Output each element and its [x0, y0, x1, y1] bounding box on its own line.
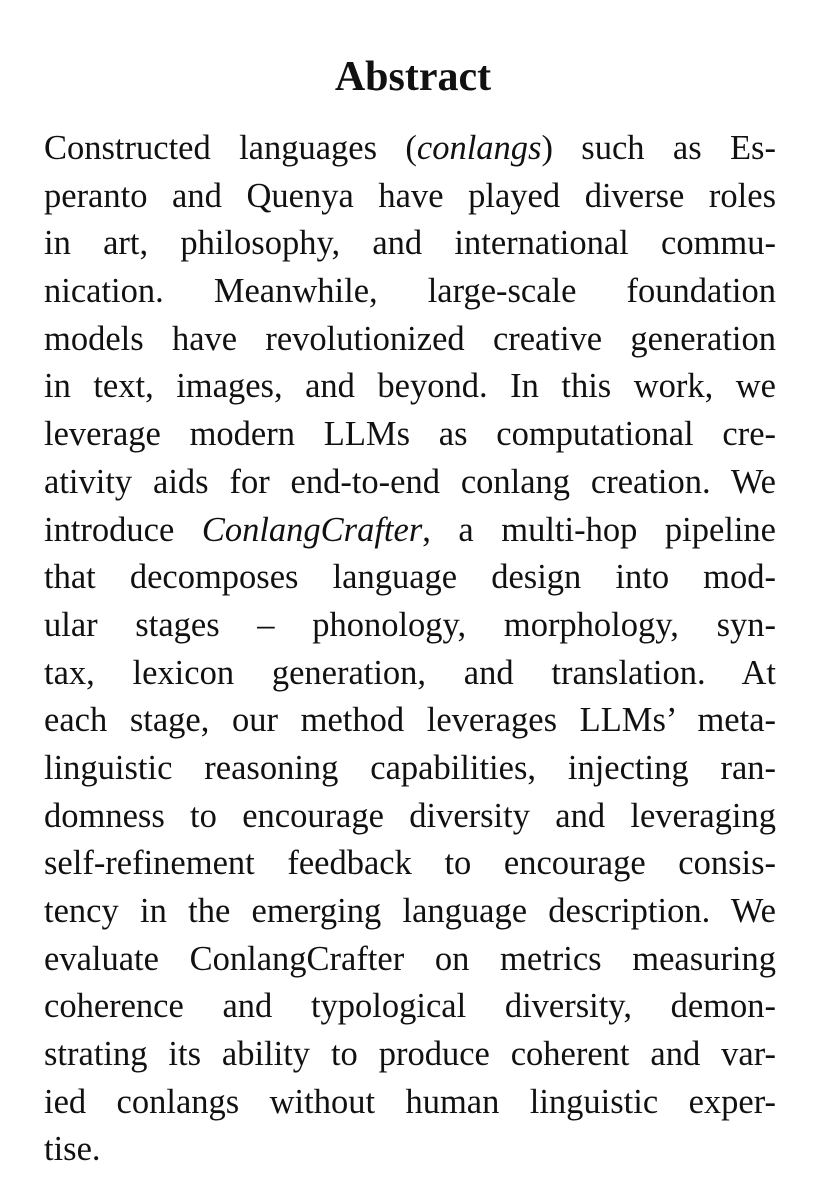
abstract-heading: Abstract: [334, 54, 492, 100]
abstract-line-4: nication. Meanwhile, large-scale foundation: [44, 272, 776, 311]
abstract-line-11: ular stages – phonology, morphology, syn-: [44, 605, 776, 644]
conlangs-term: conlangs: [416, 129, 542, 167]
abstract-line-16: self-refinement feedback to encourage consis-: [44, 844, 776, 883]
abstract-line-1-part-a: Constructed languages (: [44, 129, 417, 167]
abstract-line-12: tax, lexicon generation, and translation. At: [44, 653, 776, 692]
abstract-line-1-part-c: ) such as Es-: [541, 129, 776, 167]
conlangcrafter-term: ConlangCrafter: [201, 510, 423, 549]
abstract-line-3: in art, philosophy, and international commu-: [44, 224, 776, 263]
abstract-line-15: domness to encourage diversity and leveraging: [44, 796, 776, 835]
abstract-line-22: tise.: [44, 1130, 101, 1169]
abstract-line-6: in text, images, and beyond. In this work, we: [44, 367, 776, 406]
abstract-line-10: that decomposes language design into mod-: [44, 558, 776, 597]
abstract-line-21: ied conlangs without human linguistic exper-: [44, 1082, 776, 1121]
abstract-line-9: [44, 507, 776, 555]
abstract-line-20: strating its ability to produce coherent and var-: [44, 1035, 776, 1074]
abstract-line-8: ativity aids for end-to-end conlang creation. We: [44, 462, 776, 501]
abstract-line-19: coherence and typological diversity, demon-: [44, 987, 776, 1026]
abstract-line-1: [44, 125, 776, 173]
abstract-line-14: linguistic reasoning capabilities, injecting ran-: [44, 748, 776, 787]
abstract-line-9-part-a: introduce: [44, 510, 202, 549]
abstract-line-9-part-c: , a multi-hop pipeline: [422, 510, 776, 549]
abstract-line-7: leverage modern LLMs as computational cre-: [44, 415, 776, 454]
abstract-line-2: peranto and Quenya have played diverse roles: [44, 176, 776, 215]
abstract-line-13: each stage, our method leverages LLMs’ meta-: [44, 701, 776, 740]
abstract-line-5: models have revolutionized creative generation: [44, 319, 776, 358]
abstract-line-17: tency in the emerging language description. We: [44, 892, 776, 930]
abstract-line-18: evaluate ConlangCrafter on metrics measuring: [44, 939, 776, 978]
abstract-body: [44, 125, 776, 1174]
